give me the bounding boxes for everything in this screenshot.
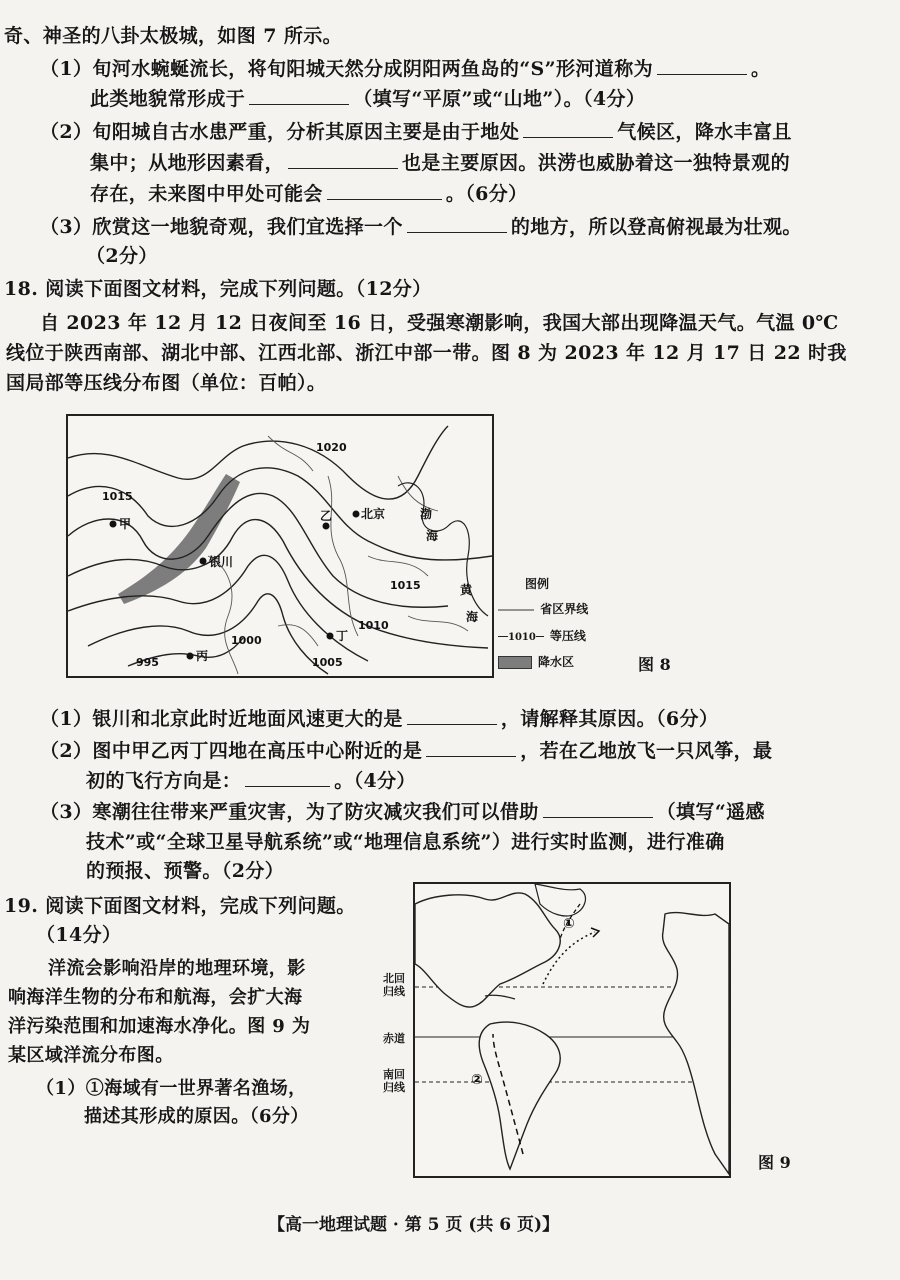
sea-label: 海 — [426, 529, 439, 543]
text-line: 国局部等压线分布图（单位：百帕）。 — [6, 372, 327, 394]
question-17-3-line1 — [40, 214, 802, 240]
text: 存在，未来图中甲处可能会 — [90, 183, 323, 205]
answer-blank[interactable] — [407, 214, 507, 233]
question-18-2-line1 — [40, 738, 772, 764]
text-line: 洋污染范围和加速海水净化。图 9 为 — [8, 1016, 311, 1037]
question-19-score: （14分） — [36, 924, 122, 946]
isobar-line — [68, 426, 448, 499]
border-line-sample — [498, 606, 536, 614]
figure-9-caption: 图 9 — [758, 1153, 791, 1172]
question-18-1 — [40, 706, 718, 732]
question-17-1-line1 — [40, 56, 770, 82]
current-1-label: ① — [563, 916, 575, 932]
point-bing-label: 丙 — [196, 649, 209, 663]
question-18-3-line1 — [40, 799, 765, 825]
answer-blank[interactable] — [249, 86, 349, 105]
point-yi-label: 乙 — [320, 509, 333, 523]
yinchuan-marker — [200, 558, 207, 565]
text: （填写“遥感 — [656, 801, 765, 823]
rain-area-swatch — [498, 656, 532, 669]
point-yi-marker — [323, 523, 330, 530]
legend-isobar — [498, 627, 586, 644]
point-jia-label: 甲 — [119, 517, 132, 531]
isobar-label: 995 — [136, 656, 159, 669]
equator-label: 赤道 — [383, 1032, 405, 1045]
south-america-landmass — [479, 1022, 560, 1169]
legend-label: 等压线 — [549, 629, 586, 643]
text: （填写“平原”或“山地”）。（4分） — [353, 88, 646, 110]
text: 集中；从地形因素看， — [90, 152, 285, 174]
border-line — [278, 625, 318, 646]
coastline — [398, 483, 488, 616]
legend-rain — [498, 653, 574, 670]
text: 气候区，降水丰富且 — [617, 121, 792, 143]
question-19-1-line1: （1）①海域有一世界著名渔场， — [36, 1078, 307, 1099]
question-18-2-line2 — [86, 768, 416, 794]
text: 。（4分） — [334, 770, 416, 792]
question-17-2-line1 — [40, 119, 792, 145]
question-19-1-line2: 描述其形成的原因。（6分） — [84, 1106, 309, 1127]
text-line: 线位于陕西南部、湖北中部、江西北部、浙江中部一带。图 8 为 2023 年 12 月 17 日 22 时我 — [6, 342, 847, 364]
text: （3）欣赏这一地貌奇观，我们宜选择一个 — [40, 216, 403, 238]
point-jia-marker — [110, 521, 117, 528]
isobar-label: 1005 — [312, 656, 343, 669]
isobar-line — [68, 555, 368, 661]
question-19-title: 19. 阅读下面图文材料，完成下列问题。 — [4, 895, 356, 917]
border-line — [368, 556, 428, 576]
question-17-1-line2 — [90, 86, 645, 112]
sea-label: 海 — [466, 610, 479, 624]
answer-blank[interactable] — [543, 799, 653, 818]
text-line: （2分） — [86, 245, 158, 267]
isobars — [68, 426, 492, 674]
border-line — [208, 556, 238, 674]
text: ，请解释其原因。（6分） — [500, 708, 719, 730]
text-line: 某区域洋流分布图。 — [8, 1045, 174, 1066]
isobar-label: 1015 — [102, 490, 133, 503]
isobar-line — [68, 520, 488, 648]
rain-area — [118, 474, 240, 604]
beijing-label: 北京 — [361, 507, 386, 521]
text-line: 的预报、预警。（2分） — [86, 860, 285, 882]
text: 。 — [751, 58, 771, 80]
figure-8-isobar-map — [66, 414, 494, 678]
tropic-north-label — [383, 972, 405, 998]
label-text: 归线 — [383, 1081, 405, 1094]
sea-label: 黄 — [460, 583, 473, 597]
text-line: 响海洋生物的分布和航海，会扩大海 — [8, 987, 303, 1008]
answer-blank[interactable] — [657, 56, 747, 75]
isobar-map-svg — [68, 416, 492, 676]
answer-blank[interactable] — [407, 706, 497, 725]
answer-blank[interactable] — [327, 181, 442, 200]
ocean-current-svg — [415, 884, 729, 1176]
tropic-south-label — [383, 1068, 405, 1094]
point-bing-marker — [187, 653, 194, 660]
europe-africa-landmass — [663, 913, 729, 1174]
caribbean-islands — [485, 995, 515, 999]
text-line: 奇、神圣的八卦太极城，如图 7 所示。 — [4, 25, 343, 47]
text-line: 洋流会影响沿岸的地理环境，影 — [48, 958, 306, 979]
text: （2）图中甲乙丙丁四地在高压中心附近的是 — [40, 740, 423, 762]
legend-border — [498, 600, 588, 617]
isobar-label: 1010 — [358, 619, 389, 632]
label-text: 南回 — [383, 1068, 405, 1081]
point-ding-label: 丁 — [336, 629, 349, 643]
figure-8-caption: 图 8 — [638, 655, 671, 674]
legend-label: 降水区 — [538, 655, 575, 669]
sea-label: 渤 — [420, 507, 433, 521]
text-line: 技术”或“全球卫星导航系统”或“地理信息系统”）进行实时监测，进行准确 — [86, 831, 725, 853]
label-text: 归线 — [383, 985, 405, 998]
text: 的地方，所以登高俯视最为壮观。 — [510, 216, 802, 238]
text: 。（6分） — [445, 183, 528, 205]
text: （3）寒潮往往带来严重灾害，为了防灾减灾我们可以借助 — [40, 801, 539, 823]
north-america-landmass — [415, 893, 560, 1007]
isobar-label: 1000 — [231, 634, 262, 647]
legend-label: 省区界线 — [540, 602, 589, 616]
question-18-title: 18. 阅读下面图文材料，完成下列问题。（12分） — [4, 278, 432, 300]
answer-blank[interactable] — [288, 150, 398, 169]
isobar-sample-value: 1010 — [508, 632, 536, 643]
legend-title: 图例 — [525, 577, 550, 591]
isobar-sample-line — [498, 636, 508, 637]
label-text: 北回 — [383, 972, 405, 985]
text: ，若在乙地放飞一只风筝，最 — [520, 740, 773, 762]
point-ding-marker — [327, 633, 334, 640]
isobar-label: 1020 — [316, 441, 347, 454]
text-line: 自 2023 年 12 月 12 日夜间至 16 日，受强寒潮影响，我国大部出现降温天气。气温 0℃ — [40, 312, 839, 334]
text: （2）旬阳城自古水患严重，分析其原因主要是由于地处 — [40, 121, 520, 143]
beijing-marker — [353, 511, 360, 518]
isobar-label: 1015 — [390, 579, 421, 592]
page-footer: 【高一地理试题 · 第 5 页 (共 6 页)】 — [268, 1215, 560, 1235]
current-2-label: ② — [471, 1072, 483, 1088]
text: 初的飞行方向是： — [86, 770, 242, 792]
answer-blank[interactable] — [245, 768, 330, 787]
text: （1）银川和北京此时近地面风速更大的是 — [40, 708, 403, 730]
text: 此类地貌常形成于 — [90, 88, 246, 110]
answer-blank[interactable] — [426, 738, 516, 757]
isobar-sample-line — [536, 636, 544, 637]
question-17-2-line3 — [90, 181, 528, 207]
yinchuan-label: 银川 — [209, 555, 234, 569]
text: （1）旬河水蜿蜒流长，将旬阳城天然分成阴阳两鱼岛的“S”形河道称为 — [40, 58, 654, 80]
border-line — [408, 616, 468, 631]
text: 也是主要原因。洪涝也威胁着这一独特景观的 — [402, 152, 791, 174]
figure-9-ocean-current-map — [413, 882, 731, 1178]
question-17-2-line2 — [90, 150, 790, 176]
answer-blank[interactable] — [523, 119, 613, 138]
